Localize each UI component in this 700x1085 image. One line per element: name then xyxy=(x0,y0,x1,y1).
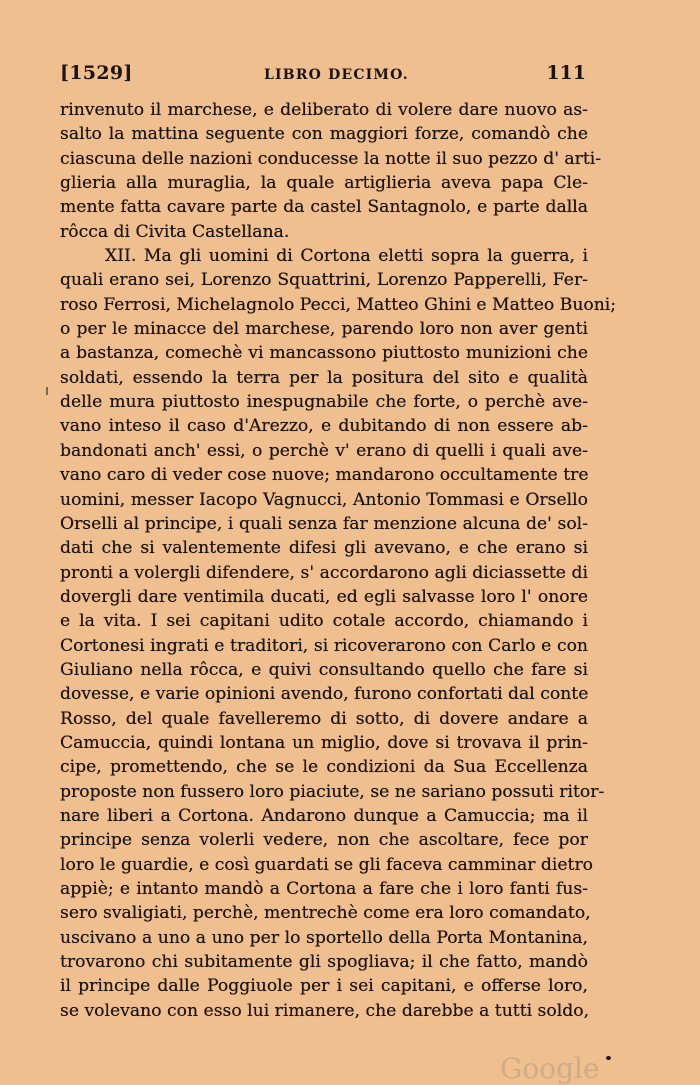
text-line: vano inteso il caso d'Arezzo, e dubitando di non essere ab- xyxy=(60,416,588,437)
text-line: il principe dalle Poggiuole per i sei capitani, e offerse loro, xyxy=(60,976,588,997)
text-line: cipe, promettendo, che se le condizioni da Sua Eccellenza xyxy=(60,757,588,778)
text-line: appiè; e intanto mandò a Cortona a fare che i loro fanti fus- xyxy=(60,879,588,899)
ink-speck xyxy=(606,1056,611,1060)
text-line: bandonati anch' essi, o perchè v' erano di quelli i quali ave- xyxy=(60,440,588,461)
text-line: Giuliano nella rôcca, e quivi consultando quello che fare si xyxy=(60,659,588,680)
text-line: o per le minacce del marchese, parendo loro non aver genti xyxy=(60,319,588,340)
body-text xyxy=(60,98,617,1023)
text-line: salto la mattina seguente con maggiori forze, comandò che xyxy=(60,124,588,145)
text-line: principe senza volerli vedere, non che ascoltare, fece por xyxy=(60,830,588,851)
text-line: delle mura piuttosto inespugnabile che forte, o perchè ave- xyxy=(60,392,588,413)
header-title: LIBRO DECIMO. xyxy=(264,67,409,83)
text-line: soldati, essendo la terra per la positura del sito e qualità xyxy=(60,367,588,388)
text-line: glieria alla muraglia, la quale artiglieria aveva papa Cle- xyxy=(60,173,588,194)
text-line: trovarono chi subitamente gli spogliava; il che fatto, mandò xyxy=(60,952,588,973)
stray-ink-mark xyxy=(46,387,48,395)
text-line: uscivano a uno a uno per lo sportello della Porta Montanina, xyxy=(60,927,588,948)
text-line: rôcca di Civita Castellana. xyxy=(60,221,290,242)
text-line: proposte non fussero loro piaciute, se ne sariano possuti ritor- xyxy=(60,781,605,802)
text-line: uomini, messer Iacopo Vagnucci, Antonio Tommasi e Orsello xyxy=(60,489,588,510)
text-line: a bastanza, comechè vi mancassono piuttosto munizioni che xyxy=(60,343,588,364)
text-line: dovergli dare ventimila ducati, ed egli salvasse loro l' onore xyxy=(60,586,588,607)
text-line: loro le guardie, e così guardati se gli faceva camminar dietro xyxy=(60,854,594,875)
text-line: e la vita. I sei capitani udito cotale accordo, chiamando i xyxy=(60,611,588,632)
text-line: ciascuna delle nazioni conducesse la notte il suo pezzo d' arti- xyxy=(60,148,602,169)
text-line: mente fatta cavare parte da castel Santagnolo, e parte dalla xyxy=(60,197,588,218)
text-line: Cortonesi ingrati e traditori, si ricoverarono con Carlo e con xyxy=(60,635,588,656)
text-line: dati che si valentemente difesi gli avevano, e che erano si xyxy=(60,538,588,559)
text-line: roso Ferrosi, Michelagnolo Pecci, Matteo Ghini e Matteo Buoni; xyxy=(60,294,617,315)
digitization-watermark: Google xyxy=(500,1052,600,1085)
page-number: 111 xyxy=(546,62,586,84)
text-line: nare liberi a Cortona. Andarono dunque a Camuccia; ma il xyxy=(60,805,588,826)
text-line: Camuccia, quindi lontana un miglio, dove si trovava il prin- xyxy=(60,732,588,753)
text-line: pronti a volergli difendere, s' accordarono agli diciassette di xyxy=(60,562,588,583)
text-line: dovesse, e varie opinioni avendo, furono confortati dal conte xyxy=(60,684,589,705)
running-header xyxy=(60,62,588,88)
text-line: Orselli al principe, i quali senza far menzione alcuna de' sol- xyxy=(60,513,588,534)
section-start-line: XII. Ma gli uomini di Cortona eletti sopra la guerra, i xyxy=(105,246,588,267)
header-year: [1529] xyxy=(60,62,133,84)
text-line: vano caro di veder cose nuove; mandarono occultamente tre xyxy=(60,465,589,486)
text-line: Rosso, del quale favelleremo di sotto, di dovere andare a xyxy=(60,708,588,729)
text-line: rinvenuto il marchese, e deliberato di volere dare nuovo as- xyxy=(60,100,588,120)
text-line: se volevano con esso lui rimanere, che darebbe a tutti soldo, xyxy=(60,1000,590,1021)
text-line: sero svaligiati, perchè, mentrechè come era loro comandato, xyxy=(60,903,591,924)
text-line: quali erano sei, Lorenzo Squattrini, Lorenzo Papperelli, Fer- xyxy=(60,270,588,291)
